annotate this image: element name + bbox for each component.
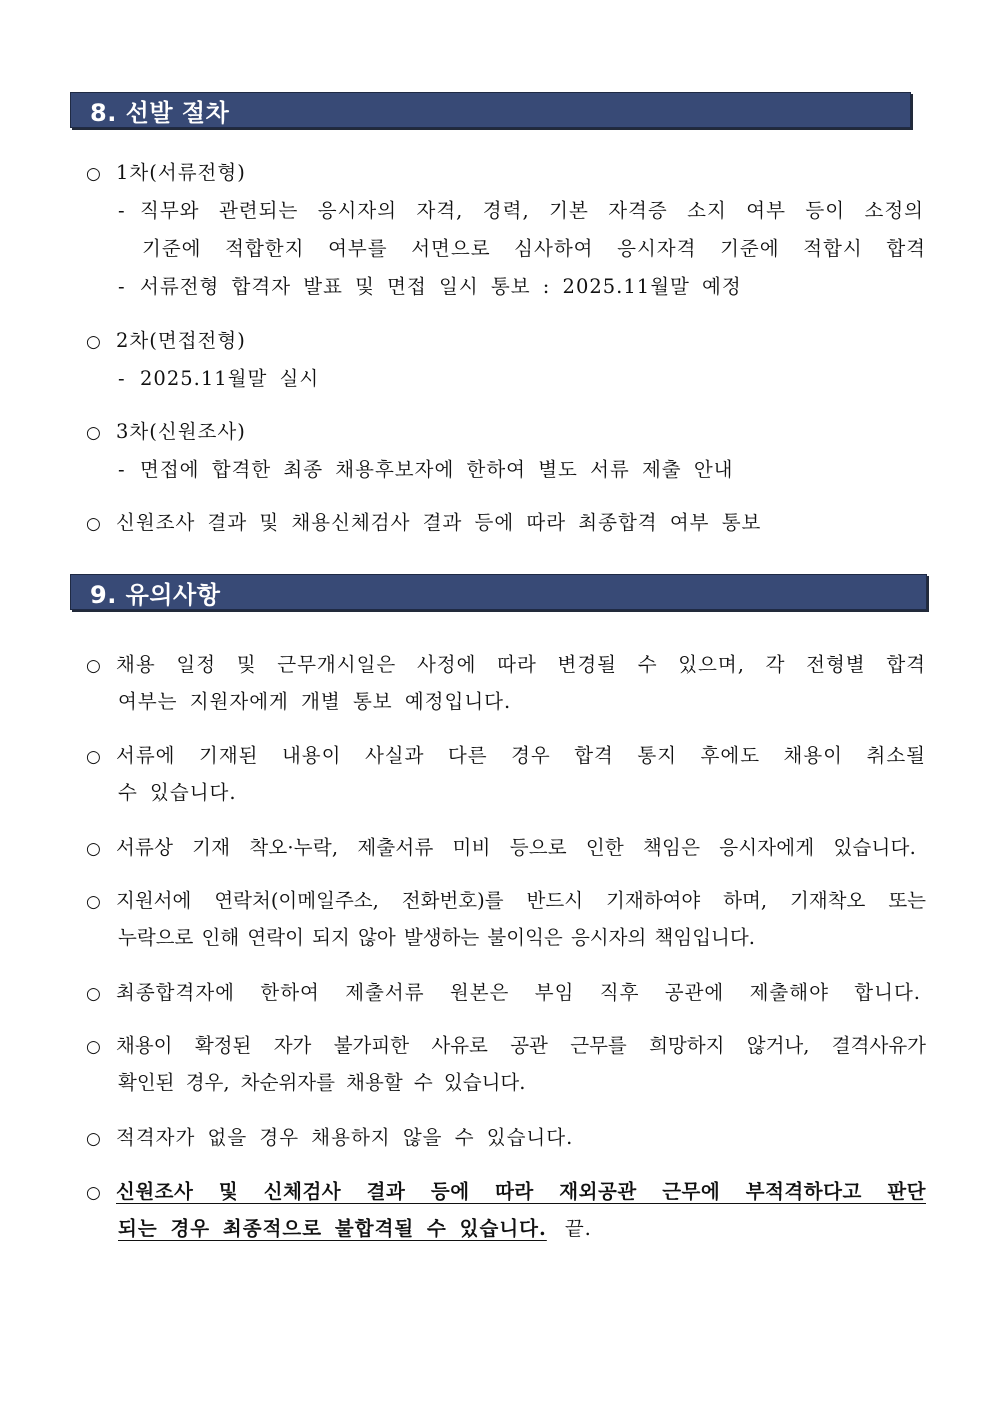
note-text: 지원서에 연락처(이메일주소, 전화번호)를 반드시 기재하여야 하며, 기재착오 또는 xyxy=(116,889,926,912)
note-item xyxy=(86,980,921,1007)
circle-bullet-icon: ○ xyxy=(86,1183,102,1203)
note-continuation xyxy=(118,689,511,715)
sub-item-text: 면접에 합격한 최종 채용후보자에 한하여 별도 서류 제출 안내 xyxy=(140,458,734,481)
sub-item xyxy=(118,274,742,300)
note-item xyxy=(86,888,926,915)
note-item xyxy=(86,1125,573,1152)
circle-bullet-icon: ○ xyxy=(86,656,102,676)
note-item xyxy=(86,835,916,862)
note-text: 채용이 확정된 자가 불가피한 사유로 공관 근무를 희망하지 않거나, 결격사유가 xyxy=(116,1034,926,1057)
section-title: 9. 유의사항 xyxy=(90,580,221,609)
sub-item-text: 기준에 적합한지 여부를 서면으로 심사하여 응시자격 기준에 적합시 합격 xyxy=(142,237,926,260)
item-label: 1차(서류전형) xyxy=(116,161,246,184)
sub-item-text: 직무와 관련되는 응시자의 자격, 경력, 기본 자격증 소지 여부 등이 소정의 xyxy=(140,199,924,222)
note-text: 채용 일정 및 근무개시일은 사정에 따라 변경될 수 있으며, 각 전형별 합격 xyxy=(116,653,926,676)
circle-bullet-icon: ○ xyxy=(86,164,102,184)
section-header-notes xyxy=(70,574,927,610)
circle-bullet-icon: ○ xyxy=(86,1037,102,1057)
list-item-stage-2 xyxy=(86,328,246,355)
sub-item-text: 서류전형 합격자 발표 및 면접 일시 통보 : 2025.11월말 예정 xyxy=(140,275,742,298)
note-text: 누락으로 인해 연락이 되지 않아 발생하는 불이익은 응시자의 책임입니다. xyxy=(118,926,755,949)
note-continuation xyxy=(118,1070,525,1096)
sub-item xyxy=(118,457,734,483)
sub-item-text: 2025.11월말 실시 xyxy=(140,367,320,390)
circle-bullet-icon: ○ xyxy=(86,514,102,534)
note-text: 수 있습니다. xyxy=(118,781,237,804)
dash-bullet-icon: - xyxy=(118,199,126,222)
dash-bullet-icon: - xyxy=(118,367,126,390)
circle-bullet-icon: ○ xyxy=(86,423,102,443)
note-continuation xyxy=(118,1216,592,1242)
list-item-final-notice xyxy=(86,510,761,537)
note-item xyxy=(86,743,926,770)
dash-bullet-icon: - xyxy=(118,275,126,298)
note-text: 서류에 기재된 내용이 사실과 다른 경우 합격 통지 후에도 채용이 취소될 xyxy=(116,744,926,767)
sub-item-continuation xyxy=(142,236,926,262)
circle-bullet-icon: ○ xyxy=(86,984,102,1004)
note-text: 서류상 기재 착오·누락, 제출서류 미비 등으로 인한 책임은 응시자에게 있습니다. xyxy=(116,836,916,859)
end-mark: 끝. xyxy=(564,1217,592,1240)
note-continuation xyxy=(118,925,755,951)
circle-bullet-icon: ○ xyxy=(86,892,102,912)
item-label: 신원조사 결과 및 채용신체검사 결과 등에 따라 최종합격 여부 통보 xyxy=(116,511,762,534)
note-text: 여부는 지원자에게 개별 통보 예정입니다. xyxy=(118,690,512,713)
item-label: 3차(신원조사) xyxy=(116,420,246,443)
note-text-underlined: 되는 경우 최종적으로 불합격될 수 있습니다. xyxy=(118,1217,547,1240)
note-item-emphasis xyxy=(86,1179,926,1206)
list-item-stage-3 xyxy=(86,419,246,446)
note-text: 적격자가 없을 경우 채용하지 않을 수 있습니다. xyxy=(116,1126,574,1149)
note-item xyxy=(86,652,926,679)
circle-bullet-icon: ○ xyxy=(86,747,102,767)
sub-item xyxy=(118,198,924,224)
item-label: 2차(면접전형) xyxy=(116,329,246,352)
list-item-stage-1 xyxy=(86,160,246,187)
circle-bullet-icon: ○ xyxy=(86,839,102,859)
circle-bullet-icon: ○ xyxy=(86,332,102,352)
circle-bullet-icon: ○ xyxy=(86,1129,102,1149)
section-title: 8. 선발 절차 xyxy=(90,98,230,127)
section-header-selection-procedure xyxy=(70,92,911,128)
dash-bullet-icon: - xyxy=(118,458,126,481)
note-text: 최종합격자에 한하여 제출서류 원본은 부임 직후 공관에 제출해야 합니다. xyxy=(116,981,921,1004)
sub-item xyxy=(118,366,319,392)
note-item xyxy=(86,1033,926,1060)
note-continuation xyxy=(118,780,237,806)
note-text-underlined: 신원조사 및 신체검사 결과 등에 따라 재외공관 근무에 부적격하다고 판단 xyxy=(116,1180,926,1203)
note-text: 확인된 경우, 차순위자를 채용할 수 있습니다. xyxy=(118,1071,526,1094)
